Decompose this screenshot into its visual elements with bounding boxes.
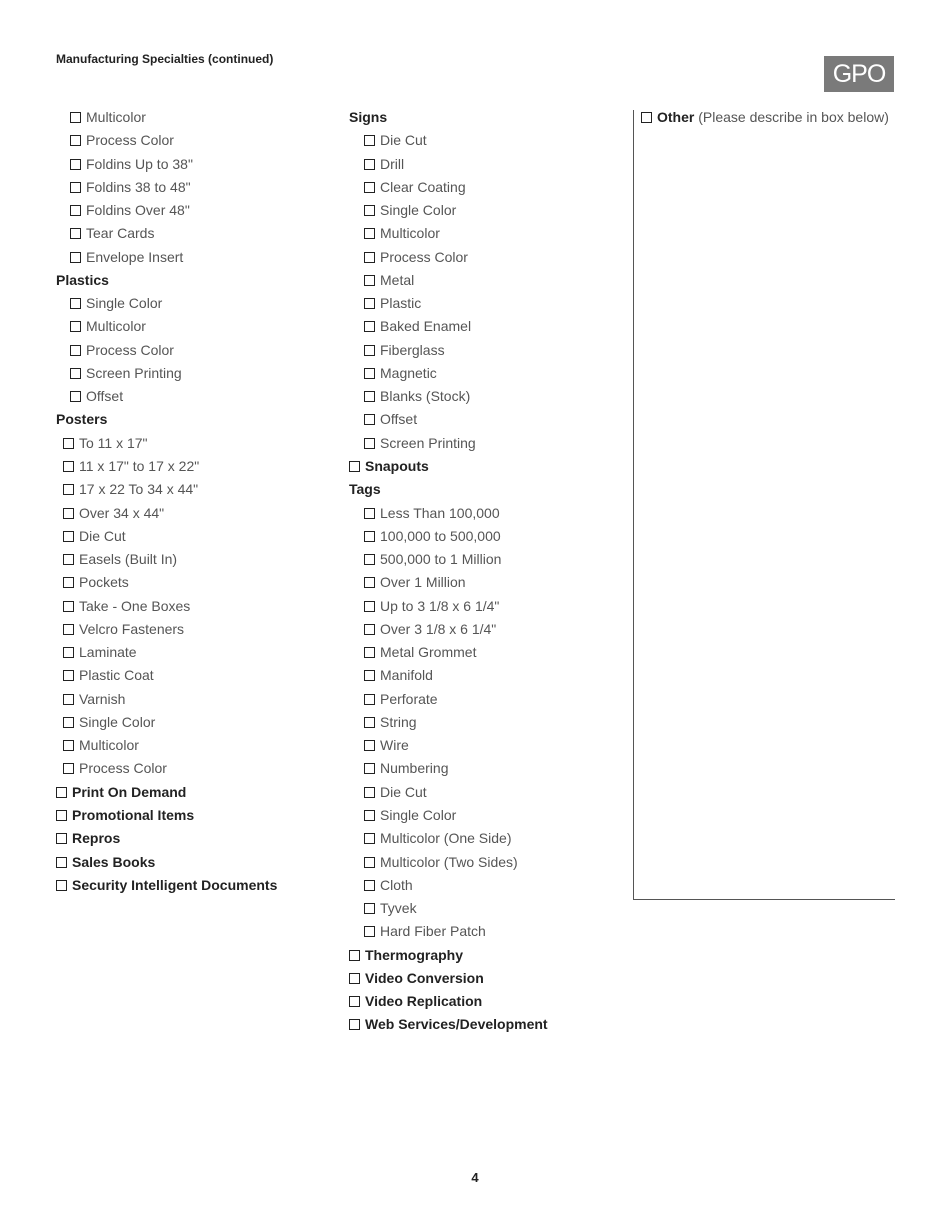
checkbox[interactable] [63,624,74,635]
option-label: Multicolor [79,737,139,754]
checkbox[interactable] [364,438,375,449]
checkbox-option[interactable] [349,247,548,270]
checkbox[interactable] [364,228,375,239]
option-label: Manifold [380,667,433,684]
checkbox-option[interactable] [56,386,277,409]
checkbox-option[interactable] [349,875,548,898]
checkbox[interactable] [364,298,375,309]
option-label: Process Color [79,760,167,777]
checkbox-option[interactable] [56,479,277,502]
checkbox-option[interactable] [349,619,548,642]
checkbox[interactable] [349,461,360,472]
checkbox[interactable] [364,182,375,193]
checkbox-option[interactable] [56,503,277,526]
checkbox[interactable] [364,903,375,914]
checkbox-option[interactable] [56,340,277,363]
checkbox-option[interactable] [349,921,548,944]
checkbox[interactable] [63,508,74,519]
checkbox[interactable] [63,601,74,612]
option-label: Single Color [86,295,163,312]
option-label: Plastics [56,271,109,288]
option-label: Repros [72,830,121,847]
middle-column [349,107,548,1038]
checkbox-option[interactable] [349,852,548,875]
checkbox-option[interactable] [56,363,277,386]
checkbox[interactable] [70,112,81,123]
checkbox-option[interactable] [349,340,548,363]
option-label: Fiberglass [380,341,445,358]
checkbox[interactable] [364,159,375,170]
checkbox-option[interactable] [349,1014,548,1037]
checkbox[interactable] [364,345,375,356]
option-label: Envelope Insert [86,248,184,265]
option-label: Over 1 Million [380,574,466,591]
checkbox[interactable] [364,670,375,681]
checkbox-option[interactable] [349,456,548,479]
checkbox-option[interactable] [56,572,277,595]
checkbox-option[interactable] [349,898,548,921]
page-header-title: Manufacturing Specialties (continued) [56,52,274,66]
option-label: Foldins Up to 38" [86,155,193,172]
checkbox-option[interactable] [56,223,277,246]
checkbox[interactable] [364,926,375,937]
checkbox-option[interactable] [349,433,548,456]
checkbox-option[interactable] [349,712,548,735]
checkbox-option[interactable] [56,130,277,153]
checkbox-option[interactable] [56,758,277,781]
option-label: Offset [380,411,418,428]
option-label: 17 x 22 To 34 x 44" [79,481,199,498]
checkbox-option[interactable] [349,572,548,595]
option-label: Up to 3 1/8 x 6 1/4" [380,597,500,614]
option-label: Wire [380,737,409,754]
checkbox-option[interactable] [56,875,277,898]
checkbox[interactable] [349,1019,360,1030]
checkbox-option[interactable] [349,409,548,432]
option-label: Single Color [380,202,457,219]
checkbox-option[interactable] [349,503,548,526]
checkbox[interactable] [63,438,74,449]
option-label: Less Than 100,000 [380,504,500,521]
checkbox-option[interactable] [56,828,277,851]
section-heading [56,270,277,293]
checkbox[interactable] [364,135,375,146]
checkbox-option[interactable] [56,665,277,688]
option-label: Tear Cards [86,225,155,242]
checkbox[interactable] [349,973,360,984]
checkbox-option[interactable] [56,154,277,177]
checkbox[interactable] [364,763,375,774]
option-label: Blanks (Stock) [380,388,471,405]
other-option[interactable] [641,107,889,127]
option-label: Varnish [79,690,126,707]
checkbox[interactable] [70,321,81,332]
checkbox-option[interactable] [56,247,277,270]
option-label: Over 34 x 44" [79,504,165,521]
checkbox[interactable] [56,787,67,798]
checkbox[interactable] [364,880,375,891]
checkbox-option[interactable] [349,200,548,223]
checkbox-option[interactable] [349,991,548,1014]
option-label: Multicolor [380,225,440,242]
checkbox-option[interactable] [349,386,548,409]
option-label: Multicolor [86,109,146,125]
option-label: Numbering [380,760,449,777]
option-label: Offset [86,388,124,405]
option-label: Cloth [380,876,413,893]
checkbox-option[interactable] [349,223,548,246]
checkbox[interactable] [70,298,81,309]
checkbox-option[interactable] [56,735,277,758]
option-label: Multicolor (Two Sides) [380,853,518,870]
checkbox-option[interactable] [349,665,548,688]
checkbox[interactable] [364,414,375,425]
left-column [56,107,277,898]
checkbox-option[interactable] [349,689,548,712]
checkbox[interactable] [364,508,375,519]
checkbox[interactable] [63,647,74,658]
checkbox[interactable] [63,717,74,728]
checkbox-option[interactable] [349,270,548,293]
other-description-box[interactable] [633,110,895,900]
checkbox[interactable] [70,368,81,379]
checkbox[interactable] [63,461,74,472]
option-label: Metal Grommet [380,644,477,661]
option-label: Security Intelligent Documents [72,876,278,893]
checkbox[interactable] [70,135,81,146]
option-label: Magnetic [380,364,437,381]
checkbox-option[interactable] [349,316,548,339]
checkbox[interactable] [63,531,74,542]
checkbox-option[interactable] [349,945,548,968]
option-label: Tyvek [380,900,417,917]
section-heading [349,107,548,130]
checkbox-option[interactable] [56,293,277,316]
checkbox[interactable] [364,717,375,728]
checkbox-option[interactable] [56,852,277,875]
option-label: Laminate [79,644,137,661]
option-label: Multicolor [86,318,146,335]
checkbox-option[interactable] [56,526,277,549]
checkbox-option[interactable] [349,968,548,991]
checkbox-option[interactable] [56,177,277,200]
checkbox[interactable] [364,601,375,612]
option-label: Clear Coating [380,178,466,195]
checkbox[interactable] [364,252,375,263]
option-label: Posters [56,411,108,428]
checkbox-option[interactable] [56,200,277,223]
checkbox[interactable] [641,112,652,123]
checkbox-option[interactable] [56,782,277,805]
other-hint: (Please describe in box below) [698,109,889,125]
checkbox[interactable] [364,624,375,635]
option-label: Perforate [380,690,438,707]
checkbox[interactable] [56,810,67,821]
checkbox[interactable] [63,694,74,705]
option-label: Plastic Coat [79,667,154,684]
option-label: 500,000 to 1 Million [380,551,502,568]
checkbox[interactable] [364,810,375,821]
checkbox-option[interactable] [349,735,548,758]
checkbox-option[interactable] [56,619,277,642]
option-label: Web Services/Development [365,1016,548,1033]
checkbox[interactable] [364,647,375,658]
option-label: Foldins 38 to 48" [86,178,191,195]
checkbox[interactable] [70,182,81,193]
checkbox[interactable] [56,880,67,891]
checkbox-option[interactable] [349,177,548,200]
option-label: Metal [380,271,415,288]
checkbox[interactable] [63,670,74,681]
option-label: Pockets [79,574,129,591]
checkbox-option[interactable] [349,549,548,572]
option-label: Die Cut [380,132,427,149]
checkbox-option[interactable] [56,642,277,665]
option-label: Die Cut [79,527,126,544]
checkbox-option[interactable] [349,130,548,153]
checkbox[interactable] [63,554,74,565]
checkbox[interactable] [70,252,81,263]
checkbox-option[interactable] [56,316,277,339]
checkbox[interactable] [63,484,74,495]
checkbox[interactable] [63,740,74,751]
checkbox[interactable] [63,577,74,588]
option-label: Easels (Built In) [79,551,178,568]
checkbox[interactable] [364,857,375,868]
checkbox[interactable] [70,159,81,170]
option-label: Tags [349,481,381,498]
checkbox-option[interactable] [349,363,548,386]
checkbox[interactable] [364,787,375,798]
checkbox[interactable] [364,275,375,286]
option-label: Print On Demand [72,783,187,800]
checkbox-option[interactable] [349,642,548,665]
checkbox-option[interactable] [56,456,277,479]
checkbox-option[interactable] [349,758,548,781]
checkbox[interactable] [364,321,375,332]
option-label: Drill [380,155,405,172]
option-label: Over 3 1/8 x 6 1/4" [380,620,497,637]
option-label: Single Color [380,806,457,823]
option-label: Thermography [365,946,464,963]
checkbox[interactable] [63,763,74,774]
checkbox[interactable] [70,205,81,216]
option-label: Screen Printing [86,364,182,381]
checkbox[interactable] [364,577,375,588]
other-label: Other [657,109,695,125]
option-label: Sales Books [72,853,156,870]
option-label: Process Color [86,132,174,149]
checkbox[interactable] [364,205,375,216]
checkbox-option[interactable] [56,805,277,828]
option-label: Snapouts [365,457,429,474]
checkbox-option[interactable] [56,549,277,572]
section-heading [349,479,548,502]
option-label: Video Replication [365,993,483,1010]
option-label: Promotional Items [72,806,195,823]
option-label: Die Cut [380,783,427,800]
checkbox-option[interactable] [56,689,277,712]
option-label: Hard Fiber Patch [380,923,486,940]
checkbox-option[interactable] [349,293,548,316]
option-label: Screen Printing [380,434,476,451]
option-label: To 11 x 17" [79,434,148,451]
checkbox[interactable] [364,694,375,705]
option-label: Process Color [86,341,174,358]
checkbox-option[interactable] [349,782,548,805]
checkbox-option[interactable] [56,433,277,456]
option-label: Foldins Over 48" [86,202,190,219]
checkbox-option[interactable] [56,712,277,735]
section-heading [56,409,277,432]
option-label: Plastic [380,295,422,312]
checkbox[interactable] [56,857,67,868]
option-label: Signs [349,109,388,125]
option-label: Velcro Fasteners [79,620,185,637]
checkbox-option[interactable] [56,107,277,130]
option-label: String [380,713,417,730]
checkbox[interactable] [364,833,375,844]
checkbox-option[interactable] [349,596,548,619]
option-label: 11 x 17" to 17 x 22" [79,457,200,474]
checkbox-option[interactable] [56,596,277,619]
option-label: Baked Enamel [380,318,472,335]
checkbox-option[interactable] [349,805,548,828]
checkbox[interactable] [70,228,81,239]
option-label: Single Color [79,713,156,730]
checkbox[interactable] [364,368,375,379]
checkbox[interactable] [349,950,360,961]
checkbox-option[interactable] [349,828,548,851]
page-number: 4 [471,1170,479,1185]
checkbox[interactable] [364,531,375,542]
checkbox[interactable] [364,554,375,565]
checkbox-option[interactable] [349,526,548,549]
checkbox[interactable] [349,996,360,1007]
checkbox[interactable] [364,740,375,751]
gpo-logo: GPO [824,56,894,92]
option-label: Video Conversion [365,969,484,986]
option-label: Take - One Boxes [79,597,191,614]
checkbox[interactable] [70,391,81,402]
checkbox[interactable] [70,345,81,356]
option-label: 100,000 to 500,000 [380,527,501,544]
checkbox-option[interactable] [349,154,548,177]
checkbox[interactable] [364,391,375,402]
checkbox[interactable] [56,833,67,844]
option-label: Multicolor (One Side) [380,830,512,847]
option-label: Process Color [380,248,468,265]
